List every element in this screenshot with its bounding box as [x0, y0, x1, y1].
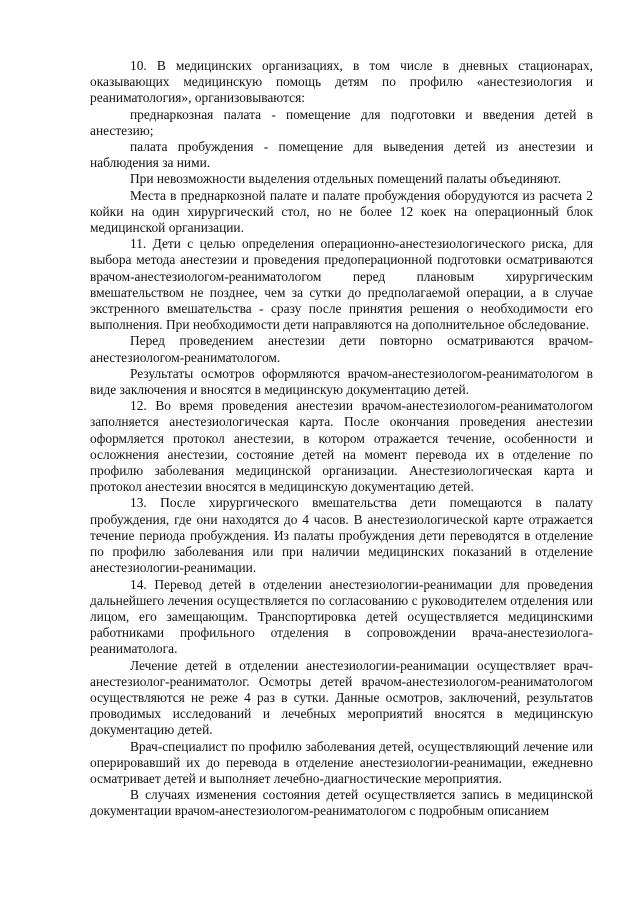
paragraph-10-intro: 10. В медицинских организациях, в том числе в дневных стационарах, оказывающих медицинскую помощь детям по профилю «анестезиология и реаниматология», организовываются: [90, 58, 593, 106]
paragraph-icu-treatment: Лечение детей в отделении анестезиологии-реанимации осуществляет врач-анестезиолог-реаниматолог. Осмотры детей врачом-анестезиологом-реаниматологом осуществляются не реже 4 раз в сутки. Данные осмотров, заключений, результатов проводимых исследований и лечебных мероприятий вносятся в медицинскую документацию детей. [90, 657, 593, 738]
paragraph-specialist: Врач-специалист по профилю заболевания детей, осуществляющий лечение или оперировавший их до перевода в отделение анестезиологии-реанимации, ежедневно осматривает детей и выполняет лечебно-диагностические мероприятия. [90, 738, 593, 786]
paragraph-recovery-room: палата пробуждения - помещение для выведения детей из анестезии и наблюдения за ними. [90, 139, 593, 171]
paragraph-status-change: В случаях изменения состояния детей осуществляется запись в медицинской документации врачом-анестезиологом-реаниматологом с подробным описанием [90, 787, 593, 819]
paragraph-bed-count: Места в преднаркозной палате и палате пробуждения оборудуются из расчета 2 койки на один хирургический стол, но не более 12 коек на операционный блок медицинской организации. [90, 187, 593, 236]
paragraph-repeat-exam: Перед проведением анестезии дети повторно осматриваются врачом-анестезиологом-реаниматологом. [90, 333, 593, 365]
paragraph-exam-results: Результаты осмотров оформляются врачом-анестезиологом-реаниматологом в виде заключения и вносятся в медицинскую документацию детей. [90, 365, 593, 398]
paragraph-preanesthesia-room: преднаркозная палата - помещение для подготовки и введения детей в анестезию; [90, 106, 593, 138]
paragraph-12: 12. Во время проведения анестезии врачом-анестезиологом-реаниматологом заполняется анестезиологическая карта. После окончания проведения анестезии оформляется протокол анестезии, в котором отражается течение, особенности и осложнения анестезии, состояние детей на момент перевода их в отделение по профилю заболевания медицинской организации. Анестезиологическая карта и протокол анестезии вносятся в медицинскую документацию детей. [90, 398, 593, 495]
paragraph-14: 14. Перевод детей в отделении анестезиологии-реанимации для проведения дальнейшего лечения осуществляется по согласованию с руководителем отделения или лицом, его замещающим. Транспортировка детей осуществляется медицинскими работниками профильного отделения в сопровождении врача-анестезиолога-реаниматолога. [90, 576, 593, 657]
paragraph-rooms-combined: При невозможности выделения отдельных помещений палаты объединяют. [130, 171, 562, 187]
paragraph-11: 11. Дети с целью определения операционно-анестезиологического риска, для выбора метода анестезии и проведения предоперационной подготовки осматриваются врачом-анестезиологом-реаниматологом перед плановым хирургическим вмешательством не позднее, чем за сутки до предполагаемой операции, а в случае экстренного вмешательства - сразу после принятия решения о необходимости его выполнения. При необходимости дети направляются на дополнительное обследование. [90, 236, 593, 333]
paragraph-13: 13. После хирургического вмешательства дети помещаются в палату пробуждения, где они находятся до 4 часов. В анестезиологической карте отражается течение периода пробуждения. Из палаты пробуждения дети переводятся в отделение по профилю заболевания или при наличии медицинских показаний в отделение анестезиологии-реанимации. [90, 495, 593, 576]
